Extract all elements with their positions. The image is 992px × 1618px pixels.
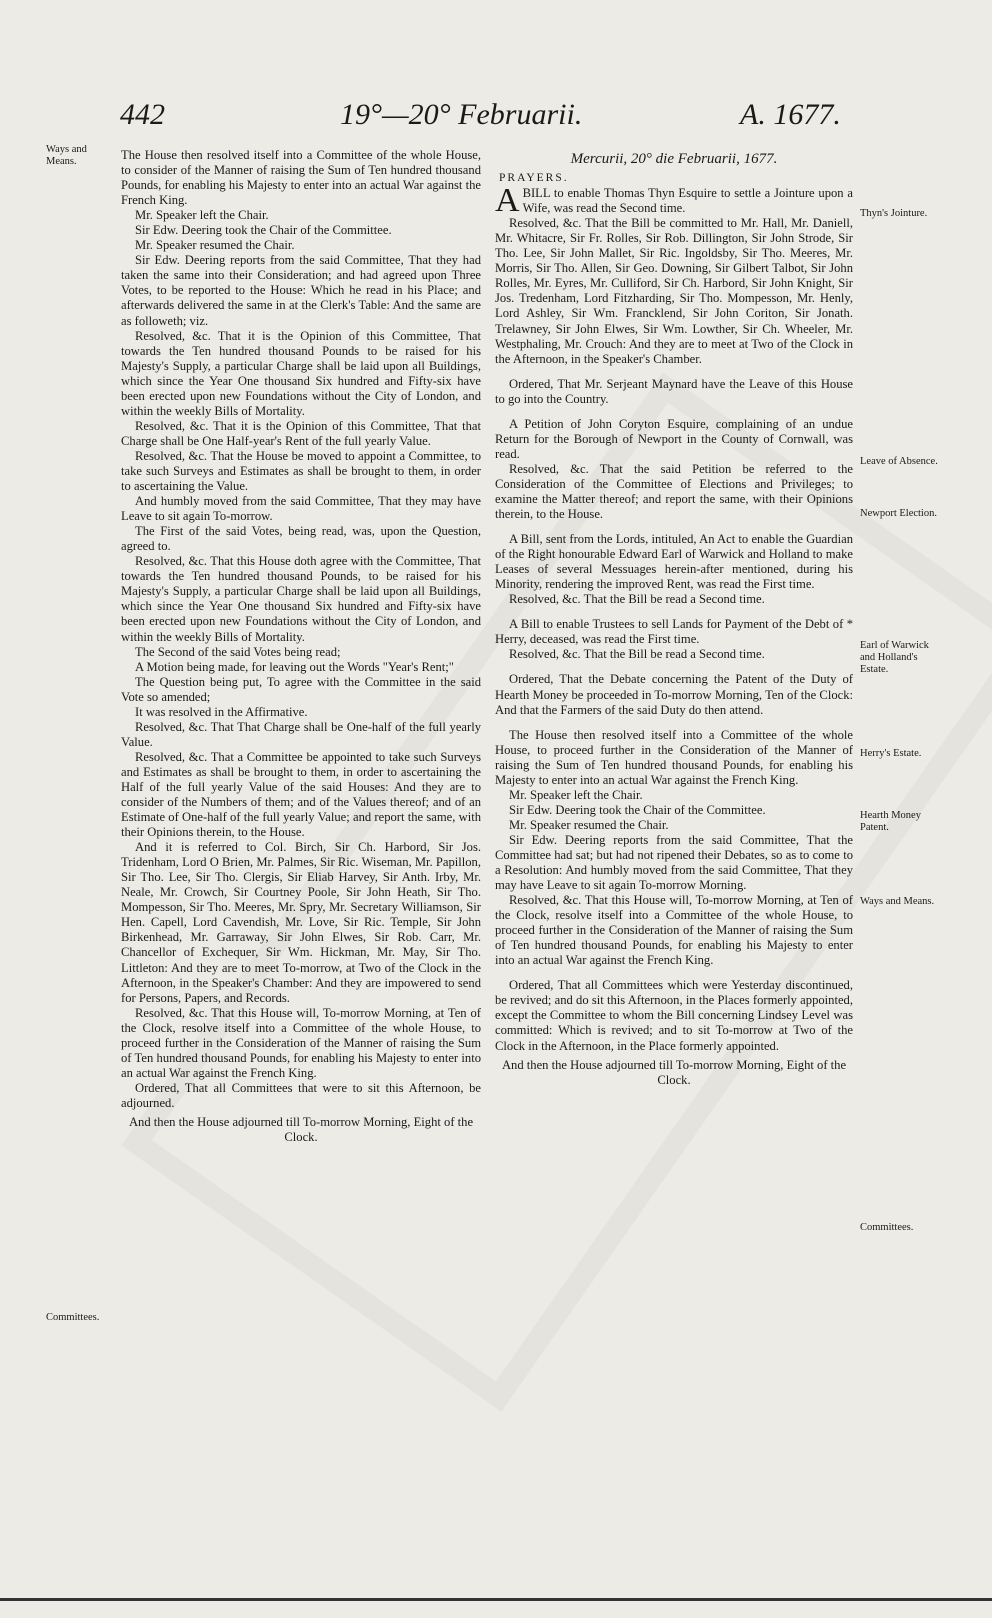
- paragraph: A Bill, sent from the Lords, intituled, An Act to enable the Guardian of the Right honourable Edward Earl of Warwick and Holland to make Leases of several Messuages herein-after mentioned, during his Minority, rendering the improved Rent, was read the First time.: [495, 532, 853, 592]
- header-year: A. 1677.: [740, 98, 841, 131]
- margin-note-warwick: Earl of Warwick and Holland's Estate.: [860, 640, 929, 675]
- date-heading: Mercurii, 20° die Februarii, 1677.: [570, 151, 778, 167]
- header-date: 19°—20° Februarii.: [340, 98, 583, 131]
- paragraph: Resolved, &c. That a Committee be appointed to take such Surveys and Estimates as shall be brought to them, in order to ascertaining the Half of the full yearly Value of the said Houses: And they are to consider of the Numbers of them; and of the Values thereof; and of an Estimate of One-half of the full yearly Value; and report the same, with their Opinions therein, to the House.: [121, 749, 481, 840]
- paragraph: It was resolved in the Affirmative.: [135, 704, 308, 719]
- adjournment-line: And then the House adjourned till To-morrow Morning, Eight of the Clock.: [501, 1057, 847, 1087]
- page-bottom-rule: [0, 1598, 992, 1601]
- paragraph: Resolved, &c. That the Bill be read a Second time.: [509, 592, 765, 607]
- right-column: [495, 152, 853, 1088]
- paragraph: Resolved, &c. That the said Petition be referred to the Consideration of the Committee of Elections and Privileges; to examine the Matter thereof; and report the same, with their Opinions therein, to the House.: [495, 461, 853, 522]
- adjournment-line: And then the House adjourned till To-morrow Morning, Eight of the Clock.: [128, 1115, 474, 1145]
- paragraph: Sir Edw. Deering took the Chair of the Committee.: [509, 802, 766, 817]
- paragraph: A Petition of John Coryton Esquire, complaining of an undue Return for the Borough of Newport in the County of Cornwall, was read.: [495, 416, 853, 461]
- paragraph: Sir Edw. Deering reports from the said Committee, That the Committee had sat; but had not ripened their Debates, so as to come to a Resolution: And humbly moved from the said Committee, That they may have Leave to sit again To-morrow Morning.: [495, 832, 853, 893]
- drop-cap: A: [495, 182, 520, 220]
- paragraph: The Second of the said Votes being read;: [135, 644, 341, 659]
- paragraph: ABILL to enable Thomas Thyn Esquire to settle a Jointure upon a Wife, was read the Second time.: [495, 182, 853, 220]
- margin-note-hearth: Hearth Money Patent.: [860, 810, 921, 833]
- paragraph: Sir Edw. Deering took the Chair of the Committee.: [135, 223, 392, 238]
- paragraph: Resolved, &c. That the House be moved to appoint a Committee, to take such Surveys and Estimates as shall be brought to them, in order to ascertaining the Value.: [121, 448, 481, 494]
- paragraph: Resolved, &c. That it is the Opinion of this Committee, That towards the Ten hundred thousand Pounds to be raised for his Majesty's Supply, a particular Charge shall be laid upon all Buildings, which since the Year One thousand Six hundred and Fifty-six have been erected upon new Foundations without the City of London, and within the weekly Bills of Mortality.: [121, 328, 481, 418]
- margin-note-herry: Herry's Estate.: [860, 748, 922, 759]
- paragraph: Resolved, &c. That this House will, To-morrow Morning, at Ten of the Clock, resolve itself into a Committee of the whole House, to proceed further in the Consideration of the Manner of raising the Sum of Ten hundred thousand Pounds, for enabling his Majesty to enter into an actual War against the French King.: [121, 1005, 481, 1080]
- paragraph: Resolved, &c. That it is the Opinion of this Committee, That that Charge shall be One Half-year's Rent of the full yearly Value.: [121, 418, 481, 448]
- paragraph: Resolved, &c. That this House will, To-morrow Morning, at Ten of the Clock, resolve itself into a Committee of the whole House, to proceed further in the Consideration of the Manner of raising the Sum of Ten hundred thousand Pounds, for enabling his Majesty to enter into an actual War against the French King.: [495, 893, 853, 968]
- paragraph: A Motion being made, for leaving out the Words "Year's Rent;": [135, 659, 454, 674]
- paragraph: Resolved, &c. That That Charge shall be One-half of the full yearly Value.: [121, 719, 481, 749]
- margin-note-committees: Committees.: [46, 1312, 100, 1323]
- prayers-heading: PRAYERS.: [499, 172, 569, 185]
- paragraph: Resolved, &c. That the Bill be read a Second time.: [509, 647, 765, 662]
- paragraph: Ordered, That all Committees which were Yesterday discontinued, be revived; and do sit this Afternoon, in the Places formerly appointed, except the Committee to whom the Bill concerning Lindsey Level was committed: Which is revived; and to sit To-morrow at Two of the Clock in the Afternoon, in the Place formerly appointed.: [495, 978, 853, 1053]
- margin-note-ways-and-means: Ways and Means.: [46, 144, 87, 167]
- paragraph: And it is referred to Col. Birch, Sir Ch. Harbord, Sir Jos. Tridenham, Lord O Brien, Mr. Palmes, Sir Ric. Wiseman, Mr. Papillon, Sir Tho. Lee, Sir Tho. Clergis, Sir Eliab Harvey, Sir Anth. Irby, Mr. Neale, Mr. Crowch, Sir Courtney Poole, Sir John Heath, Sir Tho. Mompesson, Sir Tho. Meeres, Mr. Spry, Mr. Secretary Williamson, Sir Hen. Capell, Lord Cavendish, Mr. Love, Sir Ric. Temple, Sir John Birkenhead, Mr. Garraway, Sir John Elwes, Sir Rob. Carr, Mr. Chancellor of Exchequer, Sir Wm. Hickman, Mr. May, Sir Tho. Littleton: And they are to meet To-morrow, at Two of the Clock in the Afternoon, in the Speaker's Chamber: And they are impowered to send for Persons, Papers, and Records.: [121, 840, 481, 1005]
- paragraph: And humbly moved from the said Committee, That they may have Leave to sit again To-morrow.: [121, 494, 481, 524]
- paragraph: Mr. Speaker left the Chair.: [135, 208, 269, 223]
- paragraph: Resolved, &c. That the Bill be committed to Mr. Hall, Mr. Daniell, Mr. Whitacre, Sir Fr. Rolles, Sir Rob. Dillington, Sir John Strode, Sir Tho. Lee, Sir John Mallet, Sir Ric. Ingoldsby, Sir Tho. Meeres, Mr. Morris, Sir Tho. Allen, Sir Geo. Downing, Sir Gilbert Talbot, Sir John Rolles, Mr. Eyres, Mr. Culliford, Sir Ch. Harbord, Sir John Knight, Sir Jos. Tredenham, Lord Fitzharding, Sir Tho. Mompesson, Mr. Henly, Lord Ashley, Sir Wm. Francklend, Sir John Coriton, Sir Jonath. Trelawney, Sir John Elwes, Sir Wm. Lowther, Sir Ch. Wheeler, Mr. Westphaling, Mr. Crouch: And they are to meet at Two of the Clock in the Afternoon, in the Speaker's Chamber.: [495, 216, 853, 366]
- paragraph: The First of the said Votes, being read, was, upon the Question, agreed to.: [121, 524, 481, 554]
- paragraph: Ordered, That Mr. Serjeant Maynard have the Leave of this House to go into the Country.: [495, 376, 853, 406]
- paragraph: Resolved, &c. That this House doth agree with the Committee, That towards the Ten hundred thousand Pounds, to be raised for his Majesty's Supply, a particular Charge shall be laid upon all Buildings, which since the Year One thousand Six hundred and Fifty-six have been erected upon new Foundations without the City of London, and within the weekly Bills of Mortality.: [121, 554, 481, 644]
- page-header: [0, 98, 992, 138]
- paragraph: Ordered, That all Committees that were to sit this Afternoon, be adjourned.: [121, 1080, 481, 1110]
- paragraph: Ordered, That the Debate concerning the Patent of the Duty of Hearth Money be proceeded in To-morrow Morning, Ten of the Clock: And that the Farmers of the said Duty do then attend.: [495, 672, 853, 717]
- paragraph: Mr. Speaker resumed the Chair.: [509, 817, 669, 832]
- paragraph: Mr. Speaker left the Chair.: [509, 787, 643, 802]
- margin-note-committees: Committees.: [860, 1222, 914, 1233]
- left-column: [121, 148, 481, 1145]
- paragraph: Sir Edw. Deering reports from the said Committee, That they had taken the same into their Consideration; and had agreed upon Three Votes, to be reported to the House: Which he read in his Place; and afterwards delivered the same in at the Clerk's Table: And the same are as followeth; viz.: [121, 253, 481, 328]
- paragraph: The House then resolved itself into a Committee of the whole House, to consider of the Manner of raising the Sum of Ten hundred thousand Pounds, for enabling his Majesty to enter into an actual War against the French King.: [121, 148, 481, 208]
- paragraph: The Question being put, To agree with the Committee in the said Vote so amended;: [121, 674, 481, 704]
- margin-note-leave: Leave of Absence.: [860, 456, 938, 467]
- page-number: 442: [120, 98, 165, 131]
- paragraph: A Bill to enable Trustees to sell Lands for Payment of the Debt of * Herry, deceased, was read the First time.: [495, 617, 853, 647]
- margin-note-newport: Newport Election.: [860, 508, 937, 519]
- paragraph: Mr. Speaker resumed the Chair.: [135, 238, 295, 253]
- margin-note-ways: Ways and Means.: [860, 896, 935, 907]
- margin-note-thyn: Thyn's Jointure.: [860, 208, 928, 219]
- paragraph: The House then resolved itself into a Committee of the whole House, to proceed further in the Consideration of the Manner of raising the Sum of Ten hundred thousand Pounds, for enabling his Majesty to enter into an actual War against the French King.: [495, 727, 853, 787]
